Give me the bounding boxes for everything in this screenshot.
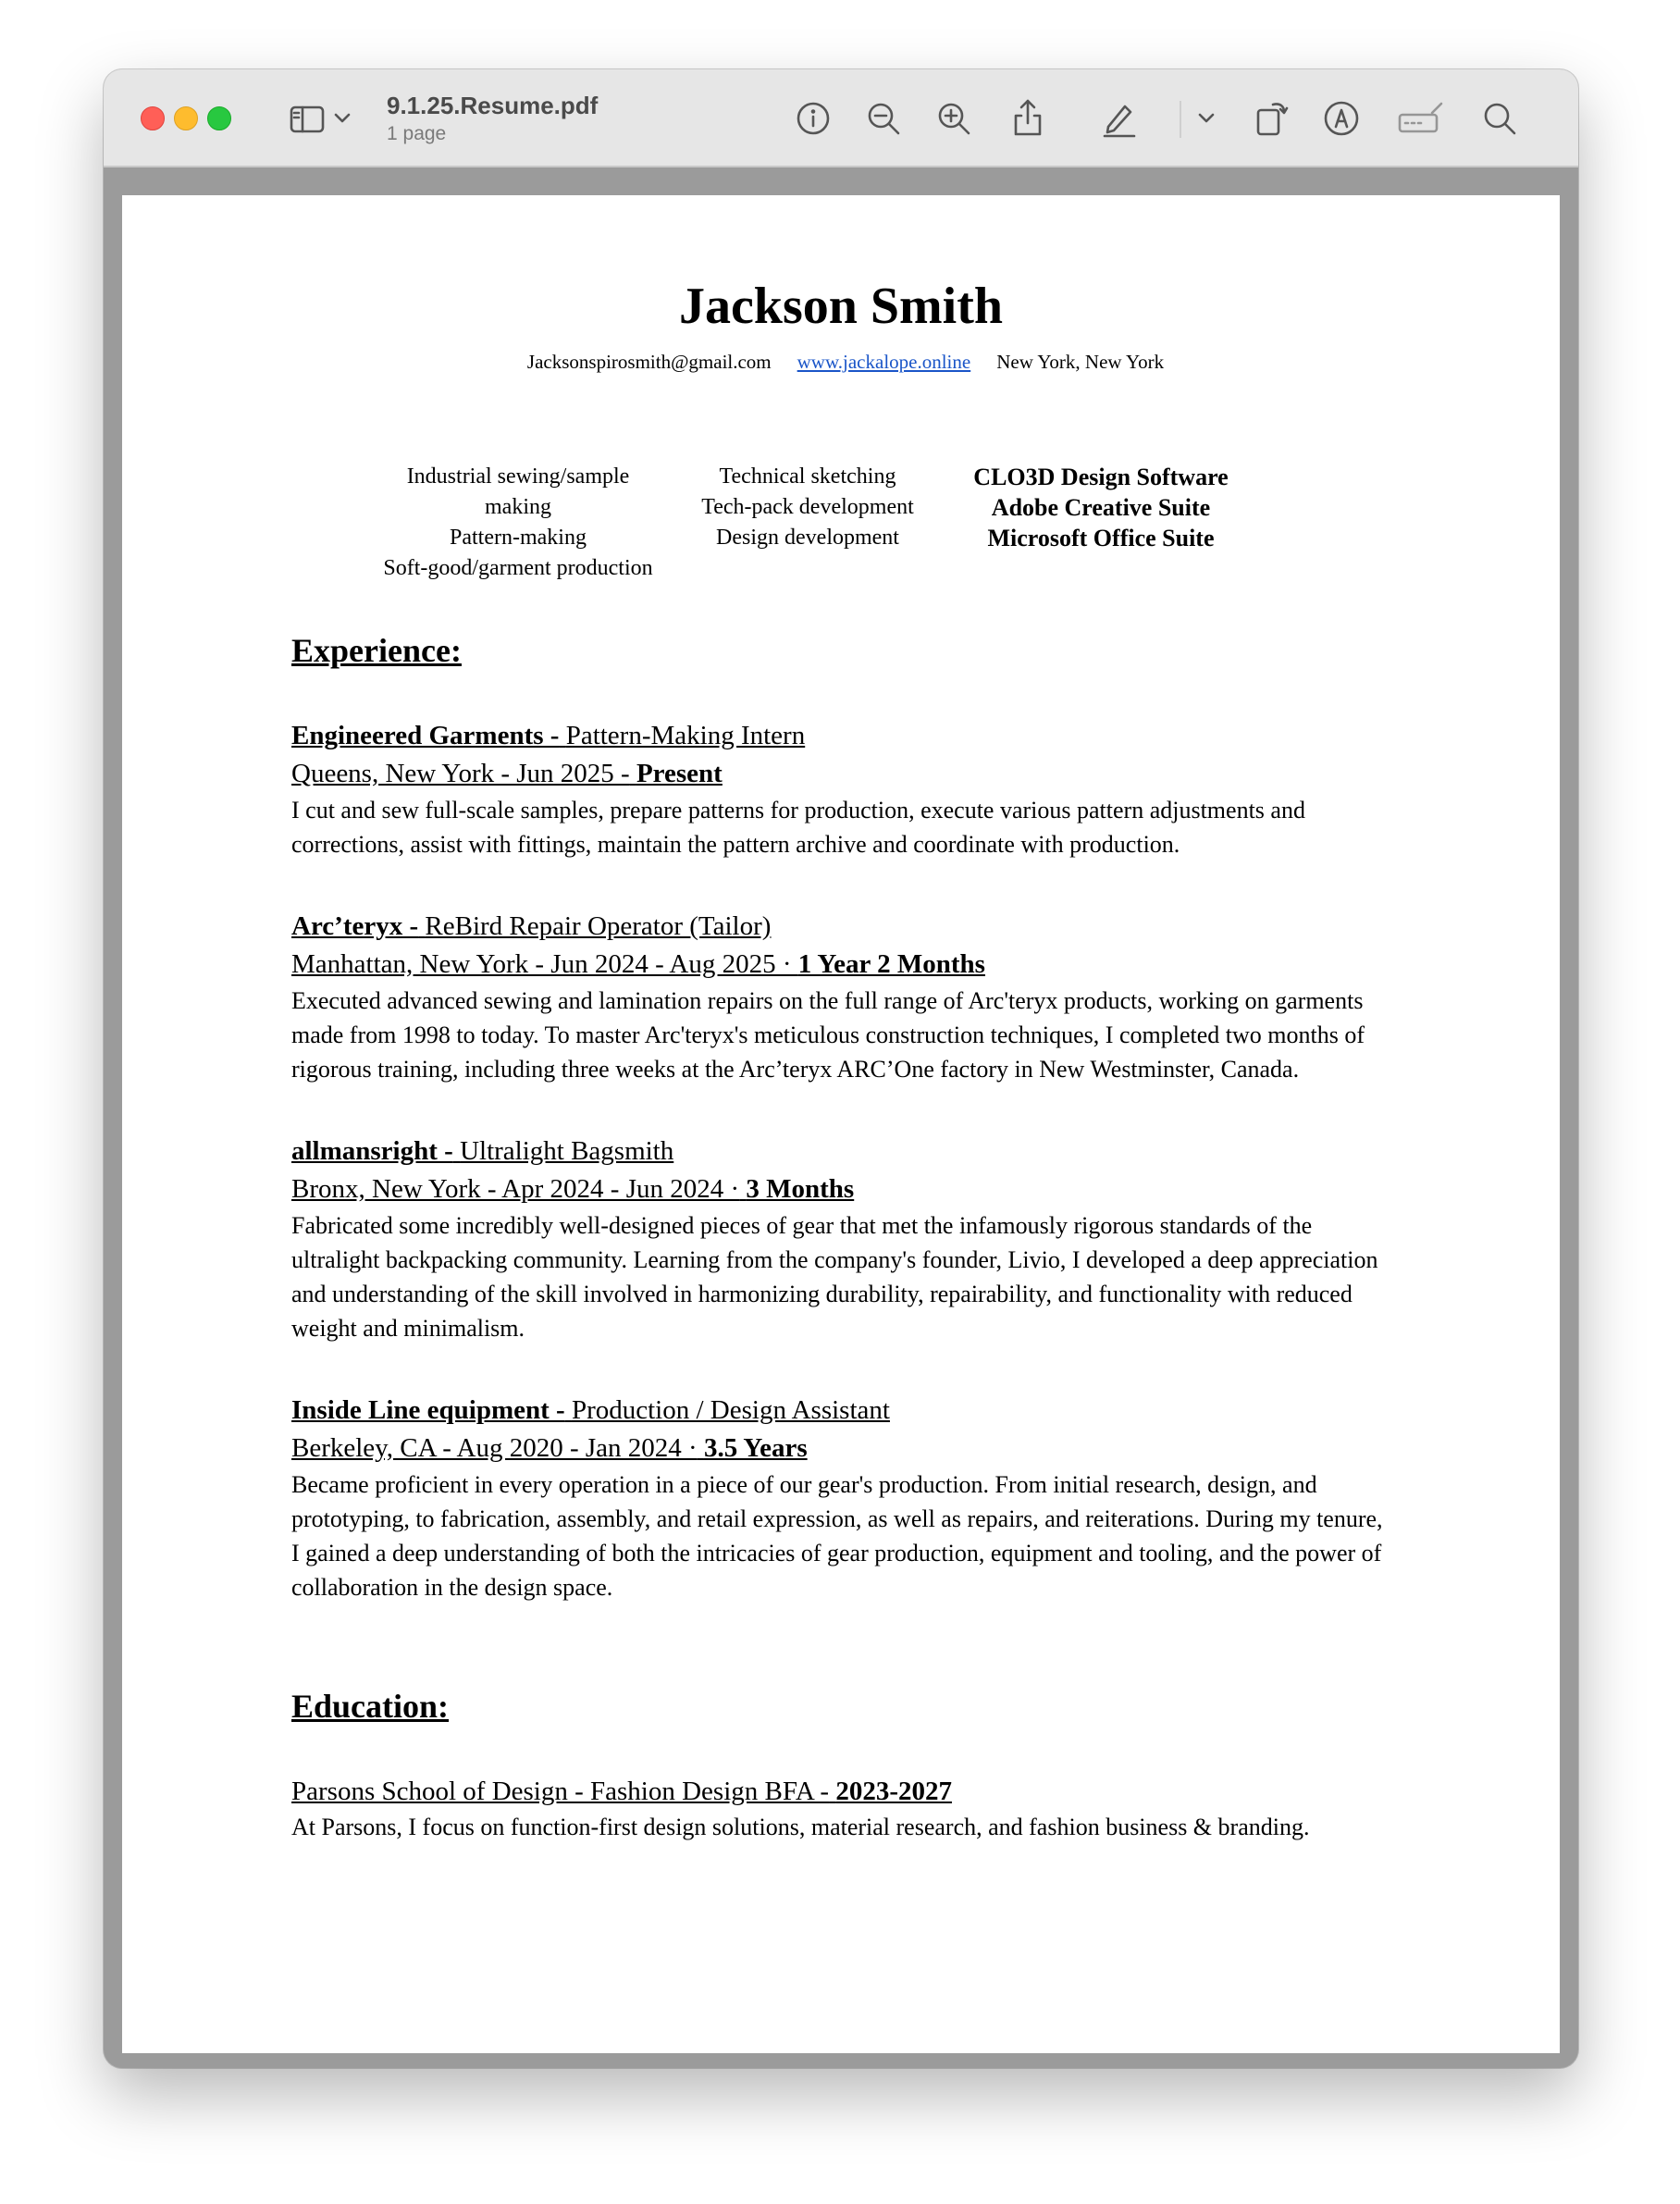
skill-item: Soft-good/garment production (383, 556, 653, 580)
experience-heading: Experience: (291, 632, 462, 669)
job-description: Fabricated some incredibly well-designed pieces of gear that met the infamously rigorous standards of the ultralight backpacking community. Learning from the company's founder, Livio, I developed a deep appreciation and understanding of the skill involved in harmonizing durability, repairability, and functionality with reduced weight and minimalism. (291, 1212, 1378, 1342)
contact-line (122, 351, 1560, 374)
info-icon[interactable] (794, 99, 833, 138)
skills-column-1 (383, 462, 653, 584)
minimize-button[interactable] (174, 106, 198, 130)
skill-item: CLO3D Design Software (973, 464, 1229, 490)
search-icon[interactable] (1480, 99, 1519, 138)
skill-item: Adobe Creative Suite (991, 494, 1211, 521)
job-duration: 3 Months (746, 1174, 855, 1204)
job-location: Berkeley, CA - Aug 2020 - Jan 2024 · (291, 1433, 698, 1463)
job-duration: 3.5 Years (703, 1433, 808, 1463)
job-location-dates (291, 1429, 1402, 1467)
skill-item: Technical sketching (719, 464, 896, 489)
job-company: Inside Line equipment - (291, 1395, 565, 1425)
education-entry (291, 1773, 1402, 1844)
signature-icon[interactable] (1395, 97, 1447, 140)
job-company: Engineered Garments - (291, 721, 560, 750)
job-role: ReBird Repair Operator (Tailor) (425, 911, 772, 941)
skill-item: Microsoft Office Suite (987, 525, 1215, 551)
job-location: Bronx, New York - Apr 2024 - Jun 2024 · (291, 1174, 740, 1204)
chevron-down-icon[interactable] (331, 105, 353, 132)
zoom-out-icon[interactable] (864, 99, 903, 138)
job-entry (291, 1133, 1402, 1345)
skill-item: Design development (716, 526, 899, 550)
education-years: 2023-2027 (835, 1777, 952, 1806)
job-location: Queens, New York - Jun 2025 - (291, 759, 630, 788)
close-button[interactable] (141, 106, 165, 130)
rotate-icon[interactable] (1251, 95, 1291, 140)
skills-column-3 (962, 462, 1240, 584)
preview-window (104, 69, 1578, 2068)
resume-name: Jackson Smith (678, 278, 1004, 335)
job-header (291, 1392, 1402, 1429)
resume-body (291, 630, 1402, 1844)
pdf-page (122, 195, 1560, 2053)
zoom-in-icon[interactable] (934, 99, 973, 138)
markup-icon[interactable] (1321, 97, 1362, 140)
skills-column-2 (692, 462, 923, 584)
job-role: Ultralight Bagsmith (460, 1136, 674, 1166)
contact-location: New York, New York (996, 351, 1165, 373)
sidebar-icon[interactable] (287, 101, 327, 138)
zoom-button[interactable] (207, 106, 231, 130)
job-duration: Present (636, 759, 723, 788)
chevron-down-icon[interactable] (1195, 105, 1217, 132)
job-description: I cut and sew full-scale samples, prepare patterns for production, execute various pattern adjustments and corrections, assist with fittings, maintain the pattern archive and coordinate with production. (291, 797, 1305, 858)
job-company: allmansright - (291, 1136, 453, 1166)
job-location-dates (291, 1170, 1402, 1208)
job-location-dates (291, 754, 1402, 793)
job-duration: 1 Year 2 Months (797, 949, 985, 979)
toolbar-separator (1180, 101, 1181, 138)
job-entry (291, 908, 1402, 1086)
job-description: Executed advanced sewing and lamination repairs on the full range of Arc'teryx products, working on garments made from 1998 to today. To master Arc'teryx's meticulous construction techniques, I completed two months of rigorous training, including three weeks at the Arc’teryx ARC’One factory in New Westminster, Canada. (291, 987, 1365, 1083)
job-role: Pattern-Making Intern (565, 721, 806, 750)
job-header (291, 1133, 1402, 1170)
skill-item: Pattern-making (450, 526, 587, 550)
job-entry (291, 717, 1402, 861)
education-heading: Education: (291, 1688, 450, 1725)
title-bar (104, 69, 1578, 167)
job-entry (291, 1392, 1402, 1604)
share-icon[interactable] (1008, 95, 1047, 140)
highlight-pen-icon[interactable] (1099, 97, 1140, 140)
contact-email: Jacksonspirosmith@gmail.com (526, 351, 772, 373)
website-link[interactable]: www.jackalope.online (797, 351, 971, 373)
document-title: 9.1.25.Resume.pdf (387, 92, 599, 119)
job-role: Production / Design Assistant (571, 1395, 890, 1425)
job-location-dates (291, 945, 1402, 984)
skill-item: Tech-pack development (701, 495, 914, 519)
education-header (291, 1773, 1402, 1810)
job-description: Became proficient in every operation in a piece of our gear's production. From initial research, design, and prototyping, to fabrication, assembly, and retail expression, as well as repairs, and reiterations. During my tenure, I gained a deep understanding of both the intricacies of gear production, equipment and tooling, and the power of collaboration in the design space. (291, 1471, 1383, 1601)
job-header (291, 717, 1402, 754)
job-company: Arc’teryx - (291, 911, 419, 941)
skill-item: Industrial sewing/sample making (406, 464, 630, 519)
job-location: Manhattan, New York - Jun 2024 - Aug 2025 · (291, 949, 792, 979)
page-count: 1 page (387, 123, 447, 144)
skills-grid (383, 462, 1308, 584)
education-school: Parsons School of Design - Fashion Design BFA - (291, 1777, 830, 1806)
education-description: At Parsons, I focus on function-first design solutions, material research, and fashion business & branding. (291, 1814, 1310, 1840)
job-header (291, 908, 1402, 945)
